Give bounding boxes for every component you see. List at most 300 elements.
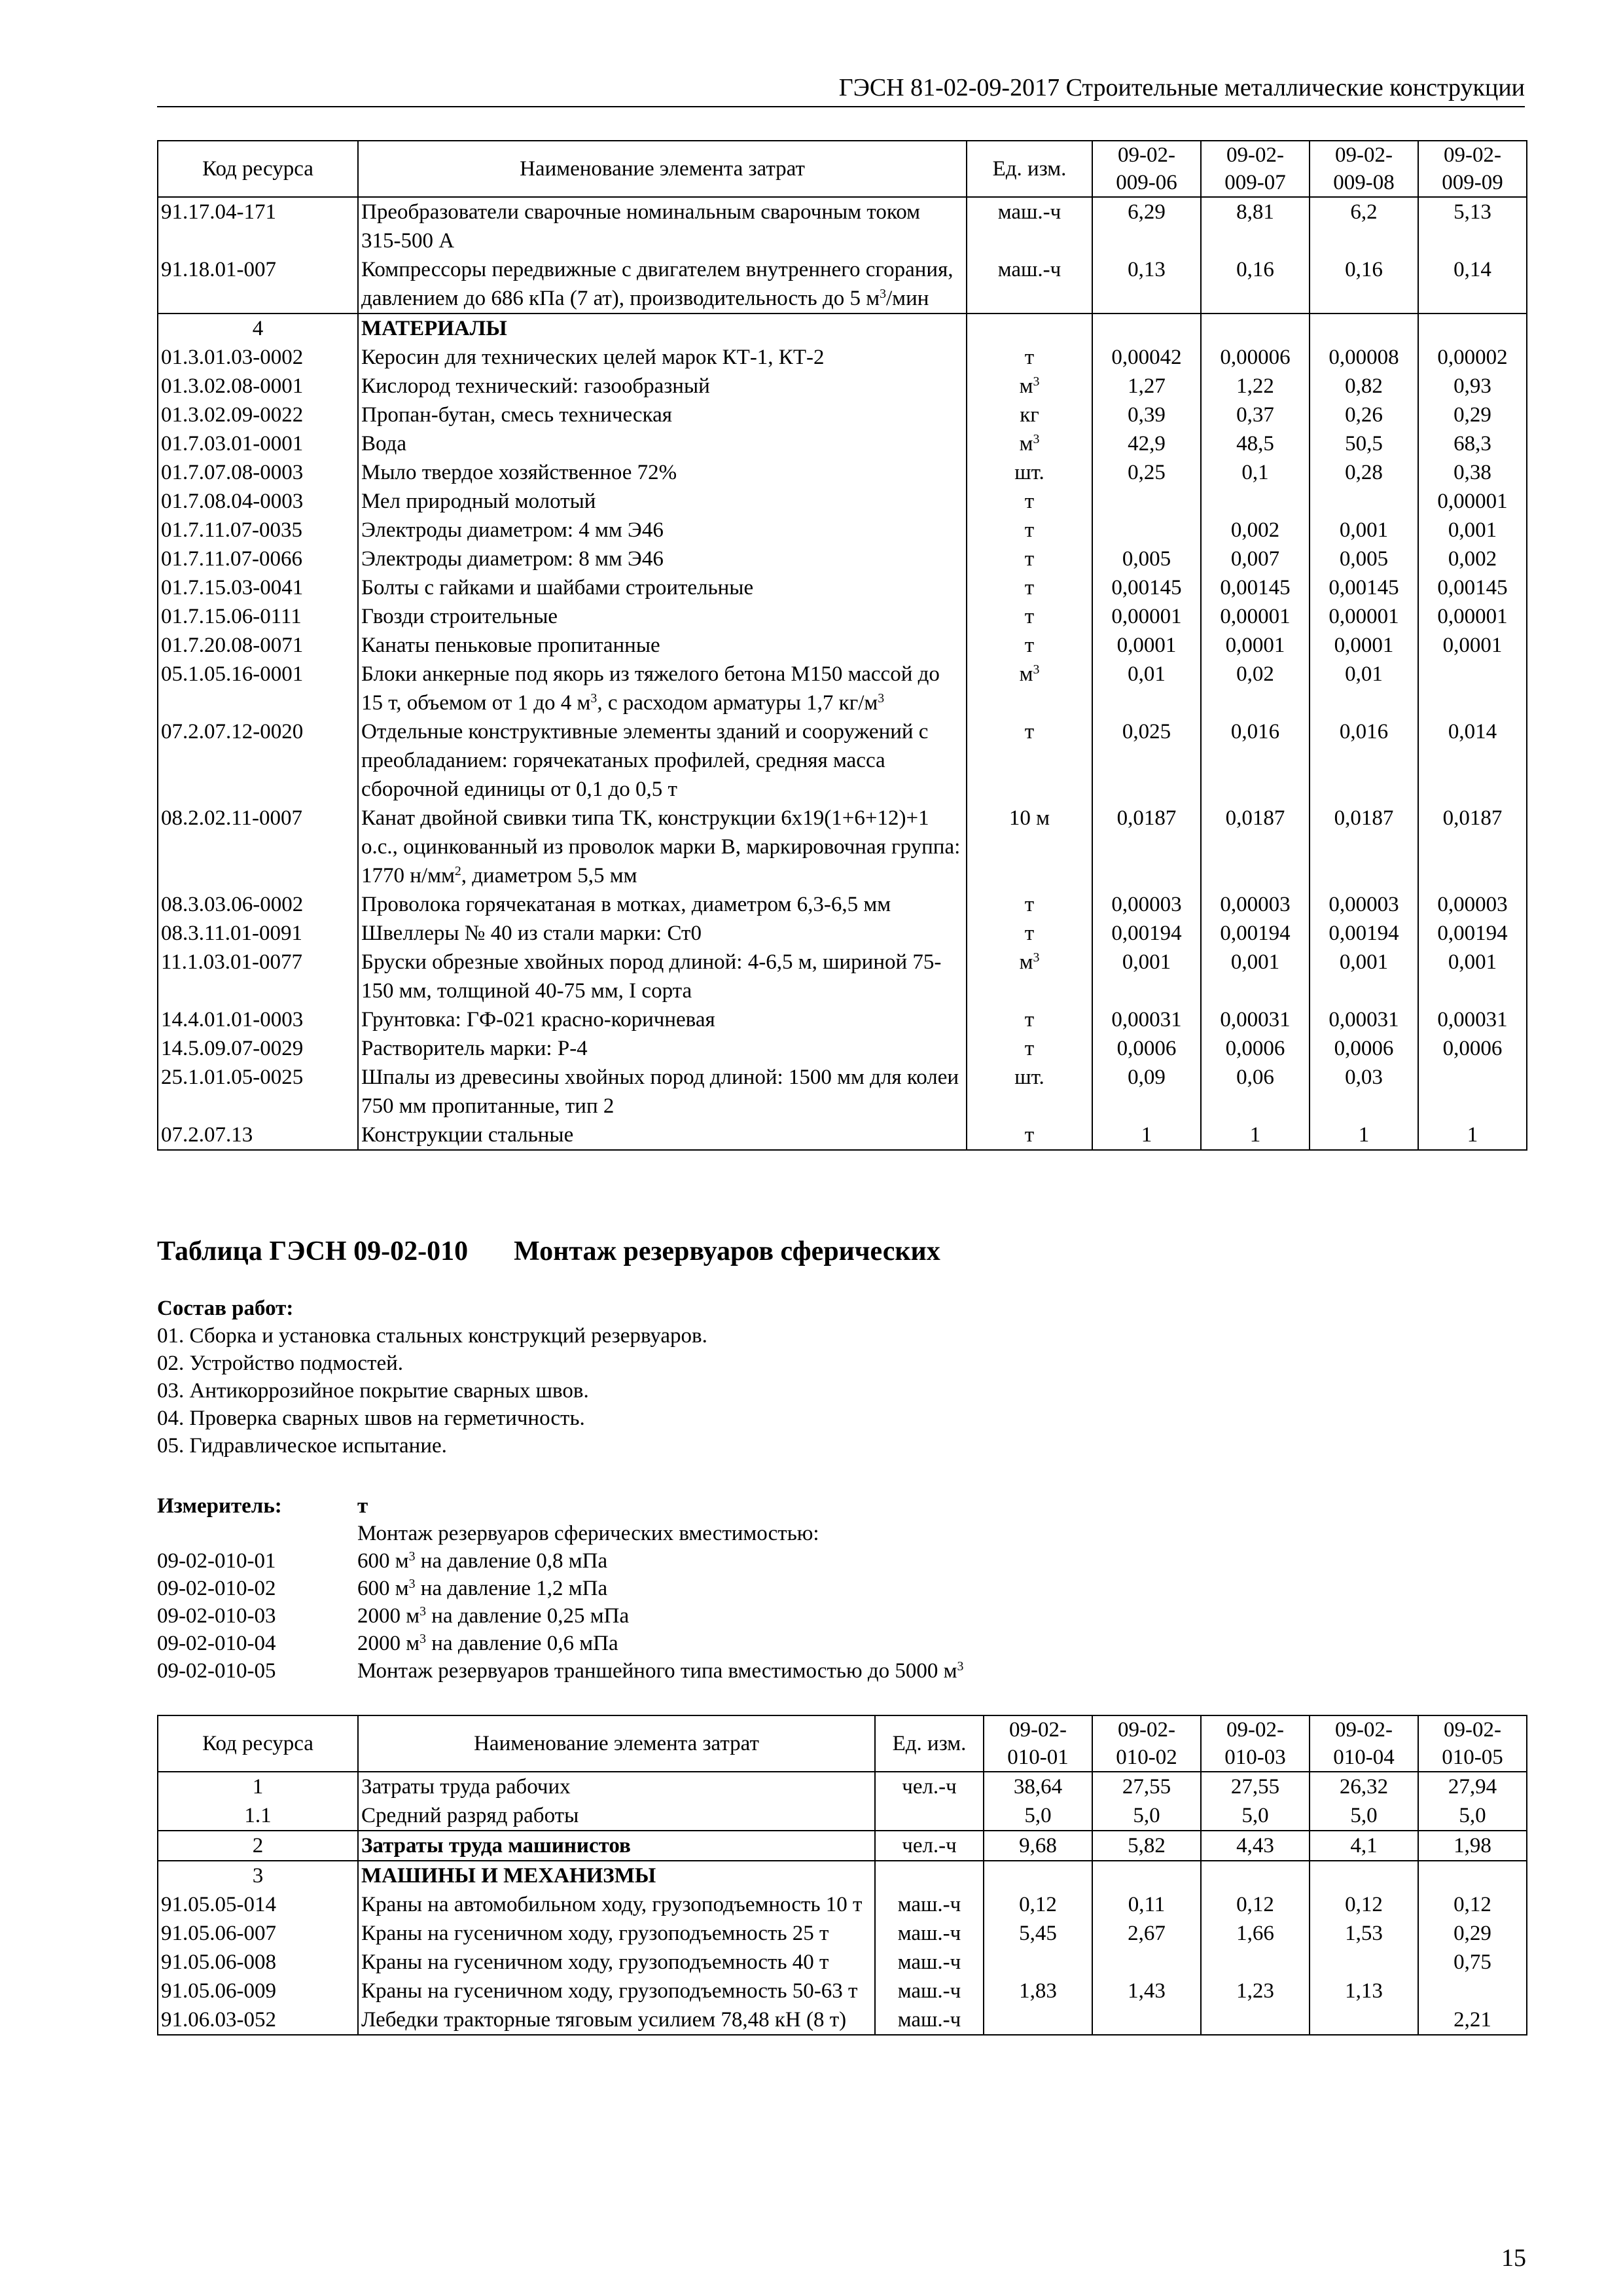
table-row: [158, 401, 1527, 429]
value-cell: 48,5: [1201, 429, 1310, 458]
table-row: [158, 660, 1527, 717]
resource-code: 14.4.01.01-0003: [158, 1005, 358, 1034]
resources-table-009: [157, 140, 1527, 1151]
resource-code: 91.05.06-009: [158, 1977, 358, 2005]
value-cell: 0,1: [1201, 458, 1310, 487]
value-cell: 0,00001: [1418, 487, 1527, 516]
unit: т: [967, 602, 1092, 631]
value-cell: 0,001: [1310, 516, 1418, 545]
table-row: [158, 458, 1527, 487]
cost-element-name: Краны на гусеничном ходу, грузоподъемность 25 т: [358, 1919, 875, 1948]
value-cell: 0,00031: [1418, 1005, 1527, 1034]
unit: т: [967, 1005, 1092, 1034]
value-cell: [1092, 1948, 1201, 1977]
unit: т: [967, 573, 1092, 602]
value-cell: 0,16: [1310, 255, 1418, 314]
work-heading: Состав работ:: [157, 1297, 294, 1320]
value-cell: [1418, 660, 1527, 717]
value-cell: 0,001: [1092, 948, 1201, 1005]
value-cell: 5,82: [1092, 1831, 1201, 1861]
value-cell: 38,64: [984, 1772, 1092, 1801]
unit: т: [967, 717, 1092, 804]
table-row: [158, 573, 1527, 602]
column-header: Код ресурса: [158, 1715, 358, 1772]
value-cell: 0,016: [1310, 717, 1418, 804]
unit: шт.: [967, 1063, 1092, 1121]
value-cell: 0,29: [1418, 401, 1527, 429]
unit: [967, 314, 1092, 343]
value-cell: [1092, 2005, 1201, 2035]
value-cell: [1418, 1977, 1527, 2005]
unit: $м^3$: [967, 429, 1092, 458]
value-cell: [1092, 1861, 1201, 1890]
unit: маш.-ч: [875, 1977, 984, 2005]
column-header: 09-02- 009-08: [1310, 141, 1418, 197]
value-cell: 1,43: [1092, 1977, 1201, 2005]
value-cell: 0,13: [1092, 255, 1201, 314]
table-row: [158, 1831, 1527, 1861]
value-cell: 5,0: [1418, 1801, 1527, 1831]
value-cell: 1: [1418, 1121, 1527, 1150]
work-item: 03. Антикоррозийное покрытие сварных швов.: [157, 1379, 589, 1403]
value-cell: 0,0187: [1201, 804, 1310, 890]
cost-element-name: Средний разряд работы: [358, 1801, 875, 1831]
value-cell: 0,002: [1201, 516, 1310, 545]
unit: маш.-ч: [875, 1919, 984, 1948]
value-cell: 0,00003: [1201, 890, 1310, 919]
value-cell: 0,001: [1310, 948, 1418, 1005]
value-cell: 4,43: [1201, 1831, 1310, 1861]
column-header: 09-02- 010-04: [1310, 1715, 1418, 1772]
value-cell: 27,55: [1092, 1772, 1201, 1801]
column-header: Код ресурса: [158, 141, 358, 197]
value-cell: 0,11: [1092, 1890, 1201, 1919]
value-cell: 50,5: [1310, 429, 1418, 458]
work-item: 01. Сборка и установка стальных конструкций резервуаров.: [157, 1324, 707, 1348]
value-cell: 27,94: [1418, 1772, 1527, 1801]
measure-description: Монтаж резервуаров траншейного типа вместимостью до 5000 $м^3$: [357, 1659, 964, 1683]
table-row: [158, 314, 1527, 343]
table-row: [158, 545, 1527, 573]
value-cell: 1,83: [984, 1977, 1092, 2005]
measure-description: 2000 $м^3$ на давление 0,25 мПа: [357, 1604, 630, 1628]
value-cell: 0,0006: [1418, 1034, 1527, 1063]
value-cell: [1201, 1948, 1310, 1977]
cost-element-name: Краны на гусеничном ходу, грузоподъемность 50-63 т: [358, 1977, 875, 2005]
cost-element-name: Бруски обрезные хвойных пород длиной: 4-6,5 м, шириной 75-150 мм, толщиной 40-75 мм, I сорта: [358, 948, 967, 1005]
unit: маш.-ч: [875, 2005, 984, 2035]
resource-code: 05.1.05.16-0001: [158, 660, 358, 717]
value-cell: [1092, 487, 1201, 516]
cost-element-name: Конструкции стальные: [358, 1121, 967, 1150]
resource-code: 2: [158, 1831, 358, 1861]
unit: т: [967, 631, 1092, 660]
measures-intro: Монтаж резервуаров сферических вместимостью:: [357, 1522, 819, 1545]
measure-description: 600 $м^3$ на давление 1,2 мПа: [357, 1577, 608, 1600]
resource-code: 01.3.02.08-0001: [158, 372, 358, 401]
value-cell: 0,03: [1310, 1063, 1418, 1121]
resource-code: 01.7.03.01-0001: [158, 429, 358, 458]
table-title: Монтаж резервуаров сферических: [514, 1236, 940, 1266]
unit: т: [967, 516, 1092, 545]
table-row: [158, 1919, 1527, 1948]
unit: т: [967, 545, 1092, 573]
value-cell: 1,27: [1092, 372, 1201, 401]
value-cell: [1092, 314, 1201, 343]
cost-element-name: МАШИНЫ И МЕХАНИЗМЫ: [358, 1861, 875, 1890]
value-cell: 0,75: [1418, 1948, 1527, 1977]
value-cell: 8,81: [1201, 197, 1310, 255]
table-row: [158, 516, 1527, 545]
resource-code: 01.7.15.03-0041: [158, 573, 358, 602]
cost-element-name: Краны на автомобильном ходу, грузоподъемность 10 т: [358, 1890, 875, 1919]
table-row: [158, 1948, 1527, 1977]
resource-code: 07.2.07.12-0020: [158, 717, 358, 804]
measure-description: 600 $м^3$ на давление 0,8 мПа: [357, 1549, 608, 1573]
value-cell: 0,12: [1201, 1890, 1310, 1919]
unit: кг: [967, 401, 1092, 429]
value-cell: 0,02: [1201, 660, 1310, 717]
value-cell: 0,00003: [1092, 890, 1201, 919]
value-cell: 1,53: [1310, 1919, 1418, 1948]
table-row: [158, 1890, 1527, 1919]
value-cell: 0,00145: [1418, 573, 1527, 602]
value-cell: 0,00008: [1310, 343, 1418, 372]
value-cell: 5,0: [1310, 1801, 1418, 1831]
value-cell: 0,00003: [1418, 890, 1527, 919]
value-cell: 0,00001: [1201, 602, 1310, 631]
table-row: [158, 602, 1527, 631]
cost-element-name: Затраты труда машинистов: [358, 1831, 875, 1861]
resource-code: 01.3.01.03-0002: [158, 343, 358, 372]
resource-code: 1.1: [158, 1801, 358, 1831]
unit: шт.: [967, 458, 1092, 487]
table-row: [158, 343, 1527, 372]
resources-table-010: [157, 1715, 1527, 2036]
value-cell: 0,001: [1418, 516, 1527, 545]
value-cell: 0,016: [1201, 717, 1310, 804]
resource-code: 01.7.11.07-0066: [158, 545, 358, 573]
column-header: 09-02- 009-06: [1092, 141, 1201, 197]
resource-code: 91.05.06-008: [158, 1948, 358, 1977]
measure-description: 2000 $м^3$ на давление 0,6 мПа: [357, 1632, 618, 1655]
resource-code: 01.7.07.08-0003: [158, 458, 358, 487]
table-row: [158, 1772, 1527, 1801]
meter-label: Измеритель:: [157, 1494, 282, 1518]
table-row: [158, 919, 1527, 948]
value-cell: 0,0001: [1092, 631, 1201, 660]
measure-code: 09-02-010-05: [157, 1659, 276, 1683]
cost-element-name: Электроды диаметром: 4 мм Э46: [358, 516, 967, 545]
column-header: 09-02- 010-01: [984, 1715, 1092, 1772]
value-cell: 0,005: [1310, 545, 1418, 573]
cost-element-name: Грунтовка: ГФ-021 красно-коричневая: [358, 1005, 967, 1034]
unit: маш.-ч: [875, 1948, 984, 1977]
column-header: Ед. изм.: [967, 141, 1092, 197]
measure-code: 09-02-010-01: [157, 1549, 276, 1573]
unit: [875, 1861, 984, 1890]
value-cell: 0,00006: [1201, 343, 1310, 372]
value-cell: 27,55: [1201, 1772, 1310, 1801]
value-cell: 68,3: [1418, 429, 1527, 458]
table-row: [158, 255, 1527, 314]
column-header: 09-02- 010-02: [1092, 1715, 1201, 1772]
value-cell: 0,00194: [1310, 919, 1418, 948]
cost-element-name: Краны на гусеничном ходу, грузоподъемность 40 т: [358, 1948, 875, 1977]
cost-element-name: Преобразователи сварочные номинальным сварочным током 315-500 А: [358, 197, 967, 255]
value-cell: 0,0187: [1092, 804, 1201, 890]
table-row: [158, 1861, 1527, 1890]
value-cell: 0,00003: [1310, 890, 1418, 919]
unit: $м^3$: [967, 372, 1092, 401]
cost-element-name: Затраты труда рабочих: [358, 1772, 875, 1801]
value-cell: 0,37: [1201, 401, 1310, 429]
value-cell: [1201, 2005, 1310, 2035]
value-cell: 0,00031: [1092, 1005, 1201, 1034]
value-cell: 0,00145: [1201, 573, 1310, 602]
value-cell: 6,2: [1310, 197, 1418, 255]
value-cell: 0,09: [1092, 1063, 1201, 1121]
value-cell: 0,12: [984, 1890, 1092, 1919]
value-cell: 0,0001: [1310, 631, 1418, 660]
value-cell: 0,00194: [1418, 919, 1527, 948]
value-cell: 0,01: [1310, 660, 1418, 717]
resource-code: 08.3.03.06-0002: [158, 890, 358, 919]
value-cell: 0,00031: [1310, 1005, 1418, 1034]
value-cell: 1,66: [1201, 1919, 1310, 1948]
cost-element-name: Мыло твердое хозяйственное 72%: [358, 458, 967, 487]
value-cell: 0,14: [1418, 255, 1527, 314]
table-row: [158, 1005, 1527, 1034]
value-cell: [1092, 516, 1201, 545]
value-cell: 0,025: [1092, 717, 1201, 804]
value-cell: [1310, 1948, 1418, 1977]
value-cell: 1,22: [1201, 372, 1310, 401]
value-cell: 0,00194: [1092, 919, 1201, 948]
value-cell: 0,0001: [1201, 631, 1310, 660]
cost-element-name: МАТЕРИАЛЫ: [358, 314, 967, 343]
unit: т: [967, 1121, 1092, 1150]
unit: т: [967, 919, 1092, 948]
value-cell: 0,12: [1310, 1890, 1418, 1919]
unit: маш.-ч: [967, 197, 1092, 255]
measure-row: [157, 1602, 1400, 1630]
value-cell: 4,1: [1310, 1831, 1418, 1861]
value-cell: 0,00001: [1418, 602, 1527, 631]
table-heading: [157, 1236, 940, 1267]
value-cell: 0,0187: [1418, 804, 1527, 890]
resource-code: 01.7.20.08-0071: [158, 631, 358, 660]
value-cell: 0,0006: [1201, 1034, 1310, 1063]
resource-code: 4: [158, 314, 358, 343]
value-cell: 26,32: [1310, 1772, 1418, 1801]
value-cell: 0,0187: [1310, 804, 1418, 890]
value-cell: 0,00194: [1201, 919, 1310, 948]
unit: [875, 1801, 984, 1831]
cost-element-name: Растворитель марки: Р-4: [358, 1034, 967, 1063]
resource-code: 01.3.02.09-0022: [158, 401, 358, 429]
value-cell: 6,29: [1092, 197, 1201, 255]
resource-code: 91.17.04-171: [158, 197, 358, 255]
resource-code: 07.2.07.13: [158, 1121, 358, 1150]
cost-element-name: Отдельные конструктивные элементы зданий и сооружений с преобладанием: горячекатаных профилей, средняя масса сборочной единицы от 0,1 до 0,5 т: [358, 717, 967, 804]
measure-row: [157, 1547, 1400, 1575]
value-cell: 0,00042: [1092, 343, 1201, 372]
cost-element-name: Канат двойной свивки типа ТК, конструкции 6х19(1+6+12)+1 о.с., оцинкованный из проволок марки В, маркировочная группа: 1770 $н/мм^2$, диаметром 5,5 мм: [358, 804, 967, 890]
resource-code: 01.7.15.06-0111: [158, 602, 358, 631]
value-cell: 0,29: [1418, 1919, 1527, 1948]
table-row: [158, 717, 1527, 804]
value-cell: 1: [1310, 1121, 1418, 1150]
cost-element-name: Мел природный молотый: [358, 487, 967, 516]
value-cell: 1,23: [1201, 1977, 1310, 2005]
column-header: Наименование элемента затрат: [358, 1715, 875, 1772]
value-cell: 5,45: [984, 1919, 1092, 1948]
value-cell: [1310, 2005, 1418, 2035]
value-cell: 5,0: [984, 1801, 1092, 1831]
cost-element-name: Лебедки тракторные тяговым усилием 78,48 кН (8 т): [358, 2005, 875, 2035]
cost-element-name: Канаты пеньковые пропитанные: [358, 631, 967, 660]
value-cell: 2,21: [1418, 2005, 1527, 2035]
resource-code: 91.06.03-052: [158, 2005, 358, 2035]
value-cell: 0,12: [1418, 1890, 1527, 1919]
value-cell: 0,00145: [1310, 573, 1418, 602]
measure-row: [157, 1575, 1400, 1602]
value-cell: [1418, 1861, 1527, 1890]
resource-code: 11.1.03.01-0077: [158, 948, 358, 1005]
column-header: Наименование элемента затрат: [358, 141, 967, 197]
page-number: 15: [1501, 2244, 1526, 2272]
value-cell: 0,26: [1310, 401, 1418, 429]
resource-code: 08.2.02.11-0007: [158, 804, 358, 890]
measure-row: [157, 1630, 1400, 1657]
table-row: [158, 804, 1527, 890]
unit: т: [967, 487, 1092, 516]
column-header: 09-02- 009-09: [1418, 141, 1527, 197]
value-cell: [1201, 1861, 1310, 1890]
value-cell: 5,13: [1418, 197, 1527, 255]
measure-code: 09-02-010-02: [157, 1577, 276, 1600]
meter-value: т: [357, 1494, 368, 1518]
table-label: Таблица ГЭСН 09-02-010: [157, 1236, 469, 1266]
table-row: [158, 429, 1527, 458]
value-cell: [1201, 314, 1310, 343]
cost-element-name: Кислород технический: газообразный: [358, 372, 967, 401]
value-cell: 0,0006: [1310, 1034, 1418, 1063]
table-row: [158, 1977, 1527, 2005]
table-row: [158, 1801, 1527, 1831]
cost-element-name: Керосин для технических целей марок КТ-1, КТ-2: [358, 343, 967, 372]
value-cell: 0,0006: [1092, 1034, 1201, 1063]
table-row: [158, 1121, 1527, 1150]
value-cell: 0,01: [1092, 660, 1201, 717]
unit: $м^3$: [967, 660, 1092, 717]
value-cell: 0,00031: [1201, 1005, 1310, 1034]
resource-code: 08.3.11.01-0091: [158, 919, 358, 948]
measure-row: [157, 1657, 1400, 1685]
column-header: 09-02- 009-07: [1201, 141, 1310, 197]
value-cell: 0,00002: [1418, 343, 1527, 372]
work-item: 04. Проверка сварных швов на герметичность.: [157, 1407, 585, 1430]
value-cell: [1310, 1861, 1418, 1890]
work-list: [157, 1322, 707, 1460]
resource-code: 01.7.08.04-0003: [158, 487, 358, 516]
value-cell: 2,67: [1092, 1919, 1201, 1948]
unit: маш.-ч: [875, 1890, 984, 1919]
value-cell: 0,001: [1418, 948, 1527, 1005]
table-row: [158, 487, 1527, 516]
unit: чел.-ч: [875, 1772, 984, 1801]
resource-code: 91.05.05-014: [158, 1890, 358, 1919]
value-cell: 9,68: [984, 1831, 1092, 1861]
unit: маш.-ч: [967, 255, 1092, 314]
value-cell: [984, 1861, 1092, 1890]
cost-element-name: Швеллеры № 40 из стали марки: Ст0: [358, 919, 967, 948]
cost-element-name: Гвозди строительные: [358, 602, 967, 631]
value-cell: [984, 2005, 1092, 2035]
table-row: [158, 890, 1527, 919]
unit: $м^3$: [967, 948, 1092, 1005]
value-cell: [1201, 487, 1310, 516]
value-cell: 0,005: [1092, 545, 1201, 573]
running-header: ГЭСН 81-02-09-2017 Строительные металлические конструкции: [157, 73, 1525, 107]
value-cell: 0,00001: [1092, 602, 1201, 631]
cost-element-name: Блоки анкерные под якорь из тяжелого бетона М150 массой до 15 т, объемом от 1 до 4 $м^3$, с расходом арматуры 1,7 $кг/м^3$: [358, 660, 967, 717]
table-row: [158, 372, 1527, 401]
cost-element-name: Шпалы из древесины хвойных пород длиной: 1500 мм для колеи 750 мм пропитанные, тип 2: [358, 1063, 967, 1121]
unit: т: [967, 890, 1092, 919]
table-row: [158, 631, 1527, 660]
value-cell: 0,00145: [1092, 573, 1201, 602]
column-header: 09-02- 010-05: [1418, 1715, 1527, 1772]
table-row: [158, 1063, 1527, 1121]
work-item: 02. Устройство подмостей.: [157, 1352, 404, 1375]
value-cell: 1,13: [1310, 1977, 1418, 2005]
cost-element-name: Болты с гайками и шайбами строительные: [358, 573, 967, 602]
cost-element-name: Проволока горячекатаная в мотках, диаметром 6,3-6,5 мм: [358, 890, 967, 919]
resource-code: 01.7.11.07-0035: [158, 516, 358, 545]
value-cell: 0,001: [1201, 948, 1310, 1005]
value-cell: 5,0: [1201, 1801, 1310, 1831]
value-cell: 0,25: [1092, 458, 1201, 487]
value-cell: 1,98: [1418, 1831, 1527, 1861]
unit: 10 м: [967, 804, 1092, 890]
measure-code: 09-02-010-04: [157, 1632, 276, 1655]
value-cell: [1418, 1063, 1527, 1121]
resource-code: 3: [158, 1861, 358, 1890]
value-cell: [984, 1948, 1092, 1977]
resource-code: 1: [158, 1772, 358, 1801]
value-cell: 0,28: [1310, 458, 1418, 487]
value-cell: 0,39: [1092, 401, 1201, 429]
value-cell: 42,9: [1092, 429, 1201, 458]
resource-code: 14.5.09.07-0029: [158, 1034, 358, 1063]
table-row: [158, 197, 1527, 255]
value-cell: [1310, 487, 1418, 516]
value-cell: 0,82: [1310, 372, 1418, 401]
resource-code: 25.1.01.05-0025: [158, 1063, 358, 1121]
work-item: 05. Гидравлическое испытание.: [157, 1434, 447, 1458]
cost-element-name: Вода: [358, 429, 967, 458]
value-cell: 0,0001: [1418, 631, 1527, 660]
cost-element-name: Электроды диаметром: 8 мм Э46: [358, 545, 967, 573]
value-cell: 0,00001: [1310, 602, 1418, 631]
column-header: Ед. изм.: [875, 1715, 984, 1772]
value-cell: 1: [1201, 1121, 1310, 1150]
table-row: [158, 1034, 1527, 1063]
value-cell: 5,0: [1092, 1801, 1201, 1831]
value-cell: [1310, 314, 1418, 343]
